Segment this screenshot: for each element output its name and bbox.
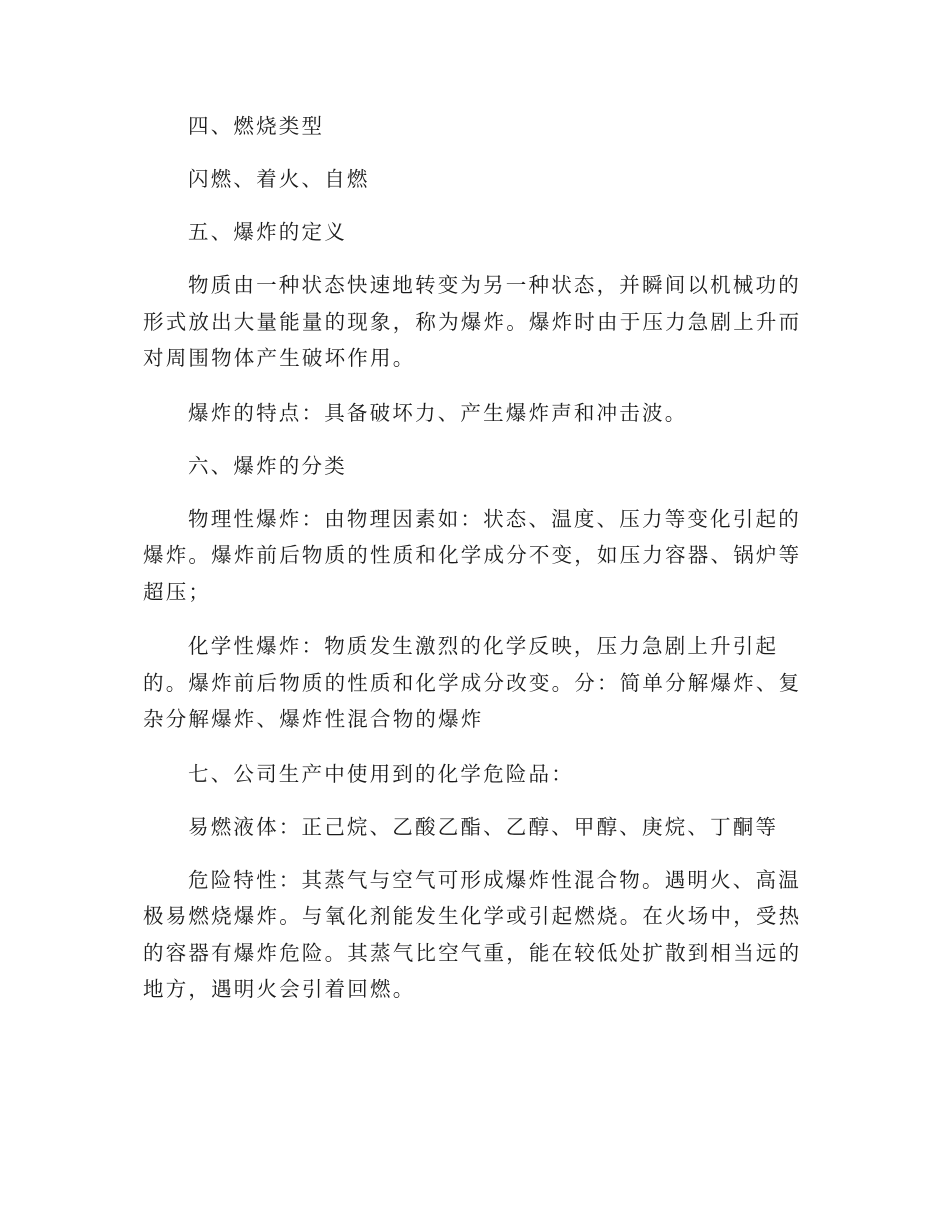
explosion-definition-text: 物质由一种状态快速地转变为另一种状态，并瞬间以机械功的形式放出大量能量的现象，称为爆炸。爆炸时由于压力急剧上升而对周围物体产生破坏作用。 [143,273,802,370]
heading-combustion-types: 四、燃烧类型 [188,114,325,138]
chemical-explosion-text: 化学性爆炸：物质发生激烈的化学反映，压力急剧上升引起的。爆炸前后物质的性质和化学成分改变。分：简单分解爆炸、复杂分解爆炸、爆炸性混合物的爆炸 [143,634,802,731]
heading-company-hazardous-chemicals: 七、公司生产中使用到的化学危险品： [188,761,574,786]
heading-explosion-definition: 五、爆炸的定义 [188,220,347,244]
physical-explosion-text: 物理性爆炸：由物理因素如：状态、温度、压力等变化引起的爆炸。爆炸前后物质的性质和化学成分不变，如压力容器、锅炉等超压； [143,506,802,604]
hazard-characteristics-text: 危险特性：其蒸气与空气可形成爆炸性混合物。遇明火、高温极易燃烧爆炸。与氧化剂能发生化学或引起燃烧。在火场中，受热的容器有爆炸危险。其蒸气比空气重，能在较低处扩散到相当远的地方，遇明火会引着回燃。 [143,867,802,1001]
flammable-liquids-text: 易燃液体：正己烷、乙酸乙酯、乙醇、甲醇、庚烷、丁酮等 [188,814,779,839]
heading-explosion-classification: 六、爆炸的分类 [188,453,347,478]
explosion-characteristics-text: 爆炸的特点：具备破坏力、产生爆炸声和冲击波。 [188,400,688,425]
document-body [143,108,803,1008]
combustion-types-list: 闪燃、着火、自燃 [188,167,370,191]
